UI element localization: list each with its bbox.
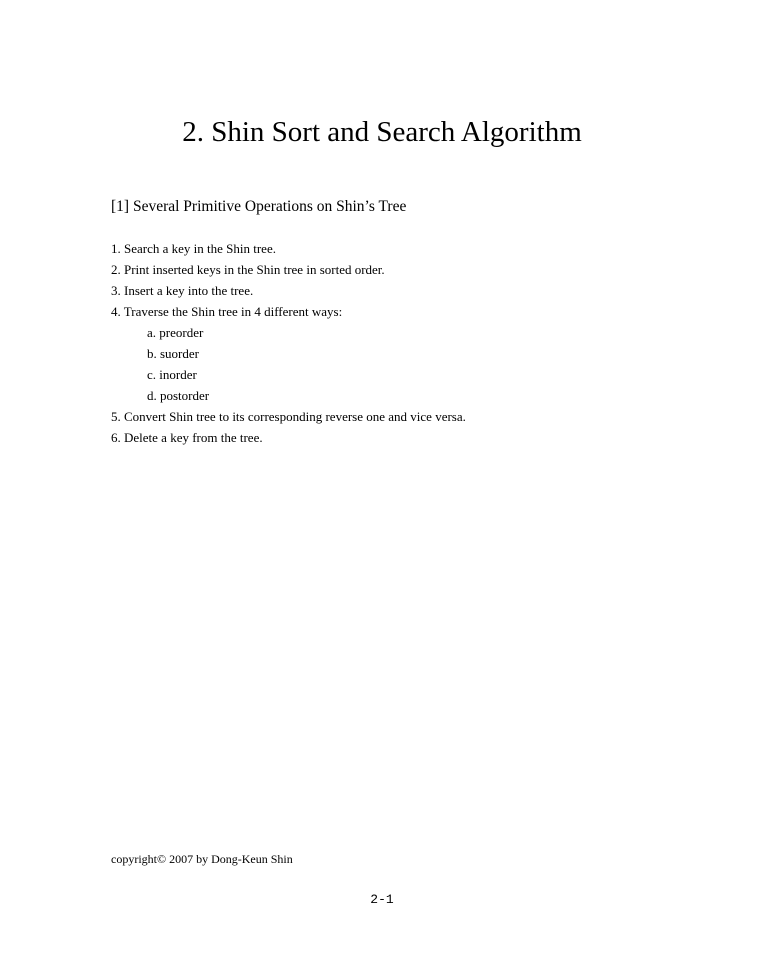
section-heading: [1] Several Primitive Operations on Shin’s Tree	[111, 198, 407, 215]
page-number: 2-1	[370, 892, 394, 907]
list-item-delete: 6. Delete a key from the tree.	[111, 430, 263, 445]
sub-item-inorder: c. inorder	[147, 367, 197, 382]
list-item-print: 2. Print inserted keys in the Shin tree in sorted order.	[111, 262, 385, 277]
list-item-traverse: 4. Traverse the Shin tree in 4 different ways:	[111, 304, 343, 319]
sub-item-postorder: d. postorder	[147, 388, 210, 403]
page-title: 2. Shin Sort and Search Algorithm	[182, 116, 582, 148]
sub-item-preorder: a. preorder	[147, 325, 204, 340]
copyright-notice: copyright© 2007 by Dong-Keun Shin	[111, 852, 293, 866]
sub-item-suorder: b. suorder	[147, 346, 199, 361]
operations-list	[111, 238, 466, 448]
list-item-convert: 5. Convert Shin tree to its corresponding reverse one and vice versa.	[111, 409, 466, 424]
list-item-insert: 3. Insert a key into the tree.	[111, 283, 254, 298]
list-item-search: 1. Search a key in the Shin tree.	[111, 241, 276, 256]
